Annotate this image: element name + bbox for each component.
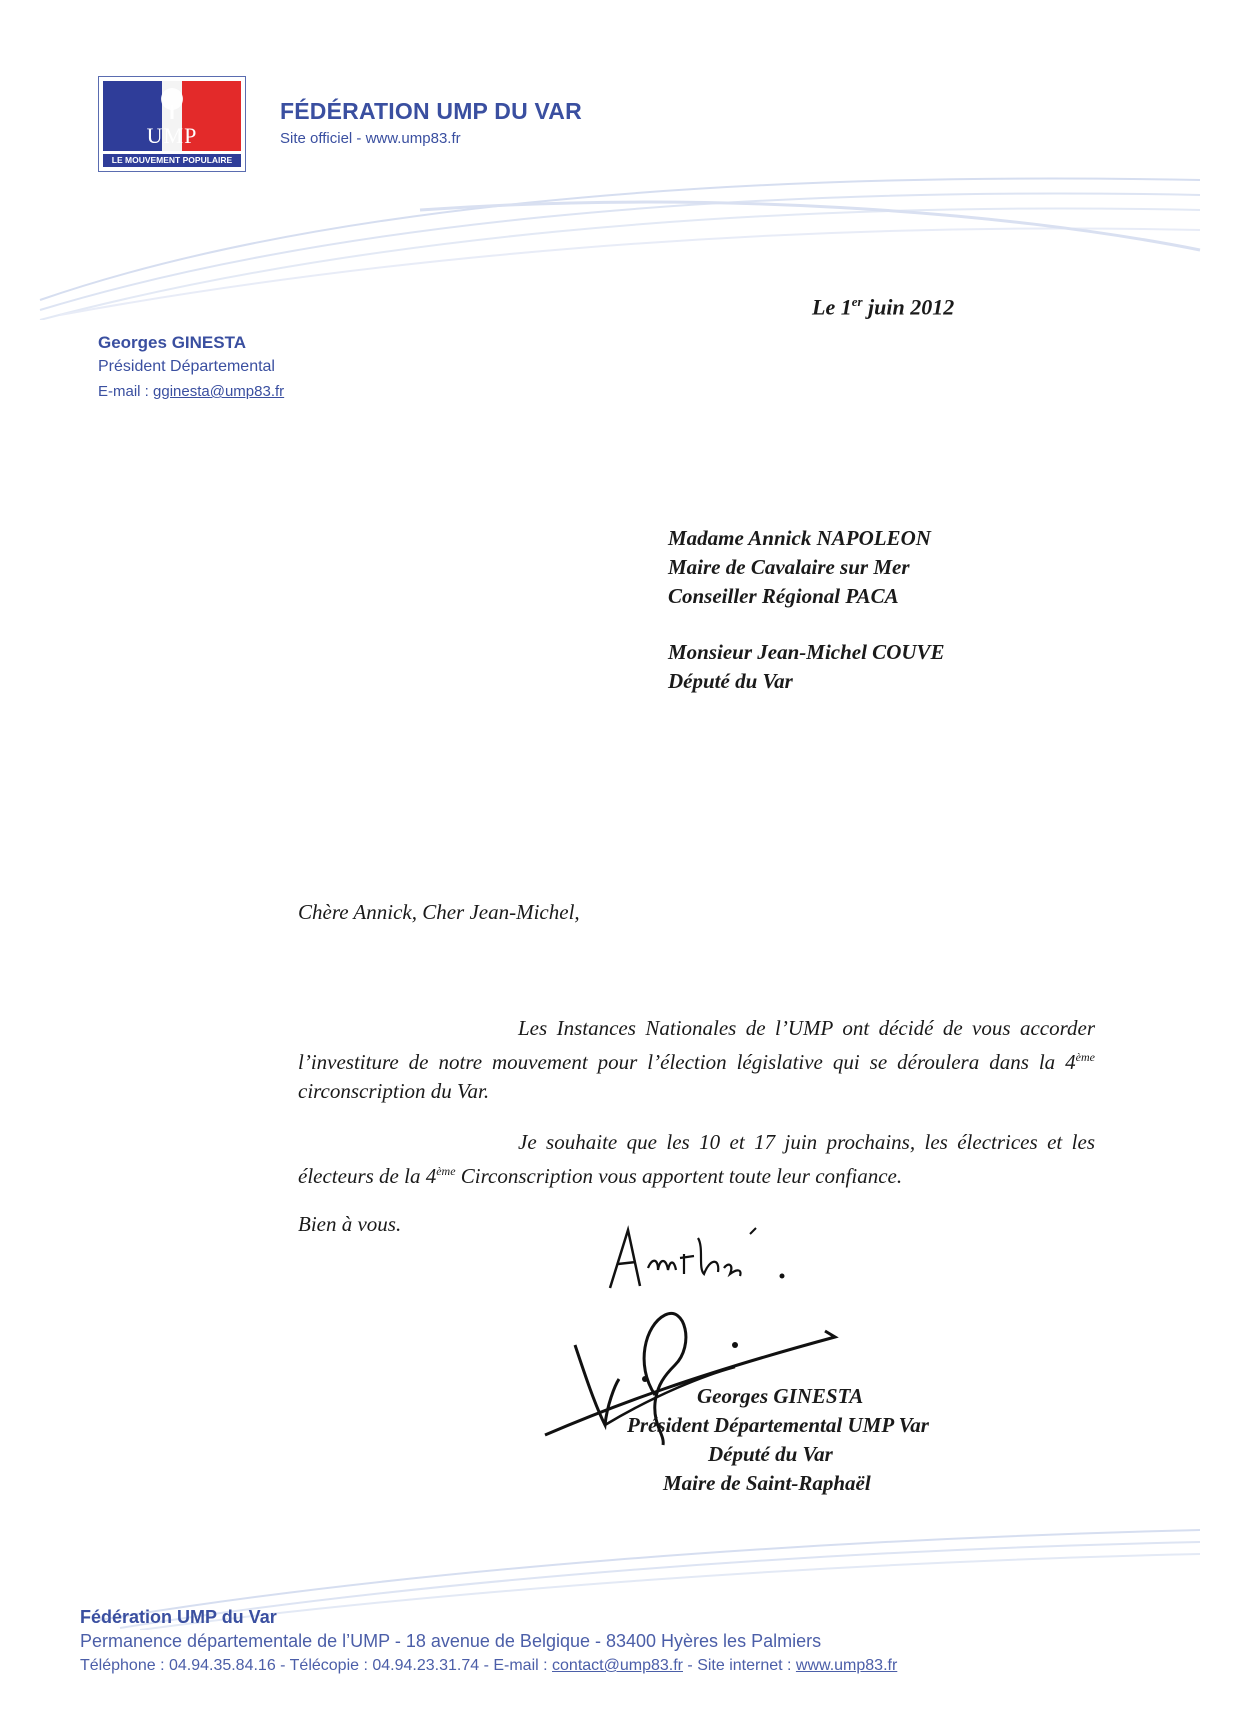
recipient-line: Député du Var <box>668 669 793 693</box>
recipient-line: Conseiller Régional PACA <box>668 584 899 608</box>
logo-tagline: LE MOUVEMENT POPULAIRE <box>103 154 241 167</box>
letter-closing: Bien à vous. <box>298 1212 402 1236</box>
footer-contact: Téléphone : 04.94.35.84.16 - Télécopie : 04.94.23.31.74 - E-mail : contact@ump83.fr - Site internet : www.ump83.fr <box>80 1657 898 1674</box>
recipient-block-2 <box>668 638 945 696</box>
footer-fax: 04.94.23.31.74 <box>372 1657 480 1674</box>
recipient-line: Maire de Cavalaire sur Mer <box>668 555 910 579</box>
recipient-line: Monsieur Jean-Michel COUVE <box>668 640 945 664</box>
footer-website-link[interactable]: www.ump83.fr <box>795 1657 898 1674</box>
footer-email-link[interactable]: contact@ump83.fr <box>552 1657 683 1674</box>
organization-title: FÉDÉRATION UMP DU VAR <box>280 98 582 124</box>
tree-icon <box>157 87 187 121</box>
letter-paragraph-1: Les Instances Nationales de l’UMP ont décidé de vous accorder l’investiture de notre mouvement pour l’élection législative qui se déroulera dans la 4ème circonscription du Var. <box>298 1016 1095 1103</box>
ump-logo <box>98 76 246 172</box>
recipient-block-1 <box>668 524 931 611</box>
sender-name: Georges GINESTA <box>98 333 246 352</box>
sender-role: Président Départemental <box>98 358 275 375</box>
footer-title: Fédération UMP du Var <box>80 1607 277 1627</box>
footer-address: Permanence départementale de l’UMP - 18 avenue de Belgique - 83400 Hyères les Palmiers <box>80 1631 822 1651</box>
recipient-line: Madame Annick NAPOLEON <box>668 526 931 550</box>
footer-phone: 04.94.35.84.16 <box>168 1657 276 1674</box>
sender-email-link[interactable]: gginesta@ump83.fr <box>153 383 285 400</box>
sender-email: E-mail : gginesta@ump83.fr <box>98 383 285 400</box>
letter-paragraph-2: Je souhaite que les 10 et 17 juin prochains, les électrices et les électeurs de la 4ème Circonscription vous apportent toute leur confiance. <box>298 1130 1095 1188</box>
header-swoosh-graphic <box>0 150 1236 320</box>
letter-greeting: Chère Annick, Cher Jean-Michel, <box>298 900 580 924</box>
signature-name: Georges GINESTA <box>697 1384 864 1408</box>
logo-text: UMP <box>146 123 198 148</box>
signature-title: Président Départemental UMP Var <box>627 1413 929 1437</box>
letter-date: Le 1er juin 2012 <box>812 294 955 320</box>
signature-office-1: Député du Var <box>708 1442 833 1466</box>
signature-office-2: Maire de Saint-Raphaël <box>663 1471 871 1495</box>
organization-site: Site officiel - www.ump83.fr <box>280 130 461 147</box>
